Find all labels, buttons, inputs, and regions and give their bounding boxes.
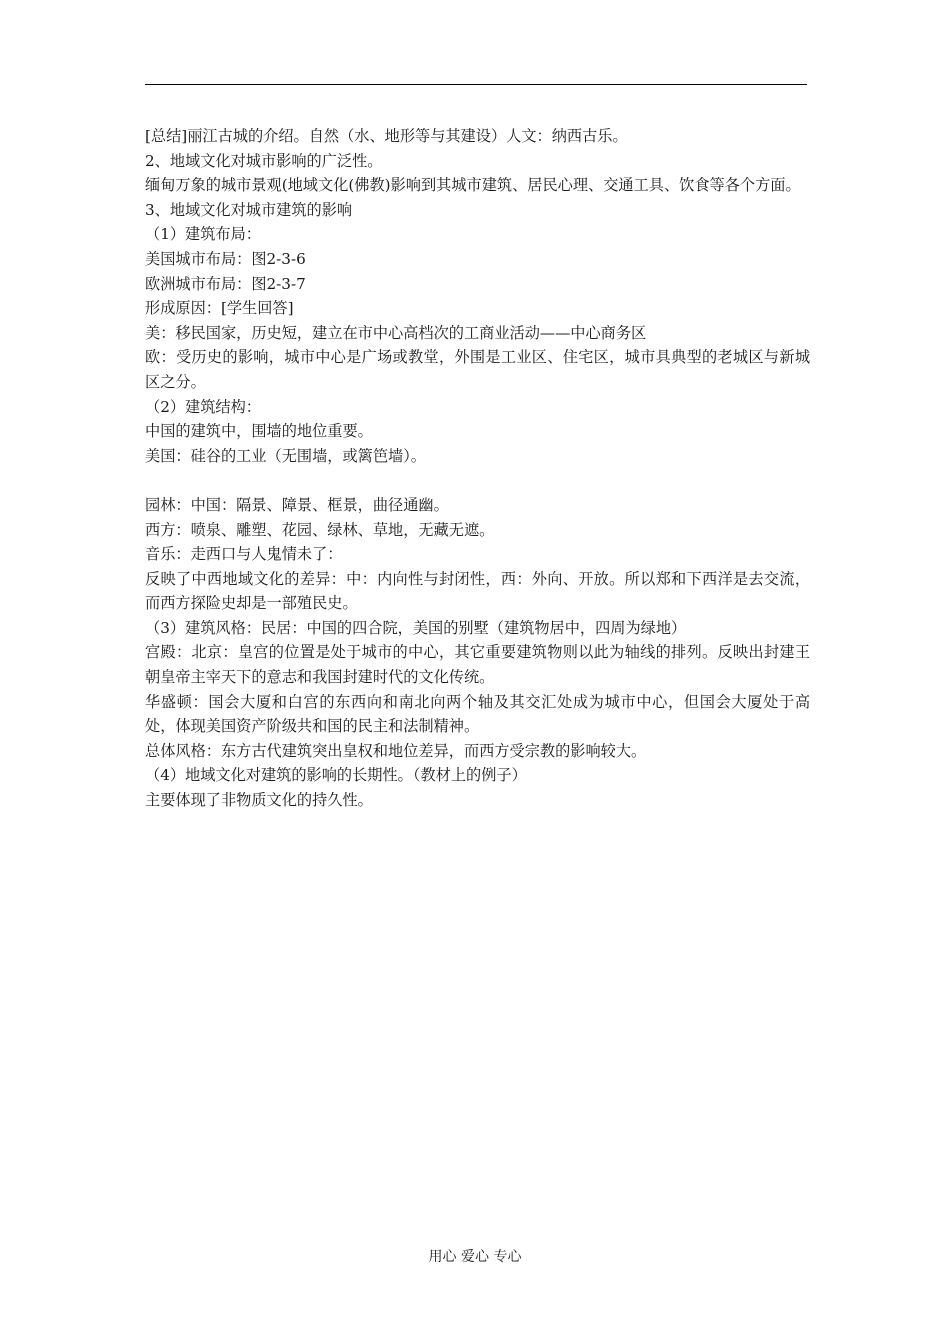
paragraph: 总体风格：东方古代建筑突出皇权和地位差异，而西方受宗教的影响较大。	[145, 741, 647, 760]
paragraph: 中国的建筑中，围墙的地位重要。	[145, 422, 373, 441]
paragraph: 形成原因：[学生回答]	[145, 299, 294, 318]
paragraph: 美国：硅谷的工业（无围墙，或篱笆墙）。	[145, 446, 426, 465]
paragraph: 音乐：走西口与人鬼情未了：	[145, 545, 343, 564]
paragraph: （3）建筑风格：民居：中国的四合院，美国的别墅（建筑物居中，四周为绿地）	[145, 618, 687, 637]
paragraph: 美国城市布局：图2-3-6	[145, 249, 306, 268]
paragraph: 反映了中西地域文化的差异：中：内向性与封闭性，西：外向、开放。所以郑和下西洋是去交流，而西方探险史却是一部殖民史。	[145, 569, 810, 613]
paragraph: 2、地域文化对城市影响的广泛性。	[145, 151, 383, 170]
paragraph: 主要体现了非物质文化的持久性。	[145, 791, 373, 810]
paragraph: 华盛顿：国会大厦和白宫的东西向和南北向两个轴及其交汇处成为城市中心，但国会大厦处于高处，体现美国资产阶级共和国的民主和法制精神。	[145, 692, 810, 736]
page-footer: 用心 爱心 专心	[428, 1249, 522, 1265]
paragraph: 3、地域文化对城市建筑的影响	[145, 200, 353, 219]
blank-line	[145, 468, 810, 493]
document-body	[145, 124, 810, 813]
paragraph: 园林：中国：隔景、障景、框景，曲径通幽。	[145, 495, 449, 514]
paragraph: 宫殿：北京：皇宫的位置是处于城市的中心，其它重要建筑物则以此为轴线的排列。反映出封建王朝皇帝主宰天下的意志和我国封建时代的文化传统。	[145, 643, 810, 687]
paragraph: 欧：受历史的影响，城市中心是广场或教堂，外围是工业区、住宅区，城市具典型的老城区与新城区之分。	[145, 348, 810, 391]
paragraph: （2）建筑结构：	[145, 397, 261, 416]
paragraph: 美：移民国家，历史短，建立在市中心高档次的工商业活动——中心商务区	[145, 323, 647, 342]
paragraph: （4）地域文化对建筑的影响的长期性。（教材上的例子）	[145, 766, 527, 785]
header-rule	[145, 84, 807, 85]
paragraph: 缅甸万象的城市景观(地域文化(佛教)影响到其城市建筑、居民心理、交通工具、饮食等各个方面。	[145, 176, 801, 195]
paragraph: （1）建筑布局：	[145, 225, 261, 244]
paragraph: 西方：喷泉、雕塑、花园、绿林、草地，无藏无遮。	[145, 520, 495, 539]
paragraph: 欧洲城市布局：图2-3-7	[145, 274, 306, 293]
paragraph: [总结]丽江古城的介绍。自然（水、地形等与其建设）人文：纳西古乐。	[145, 127, 628, 145]
